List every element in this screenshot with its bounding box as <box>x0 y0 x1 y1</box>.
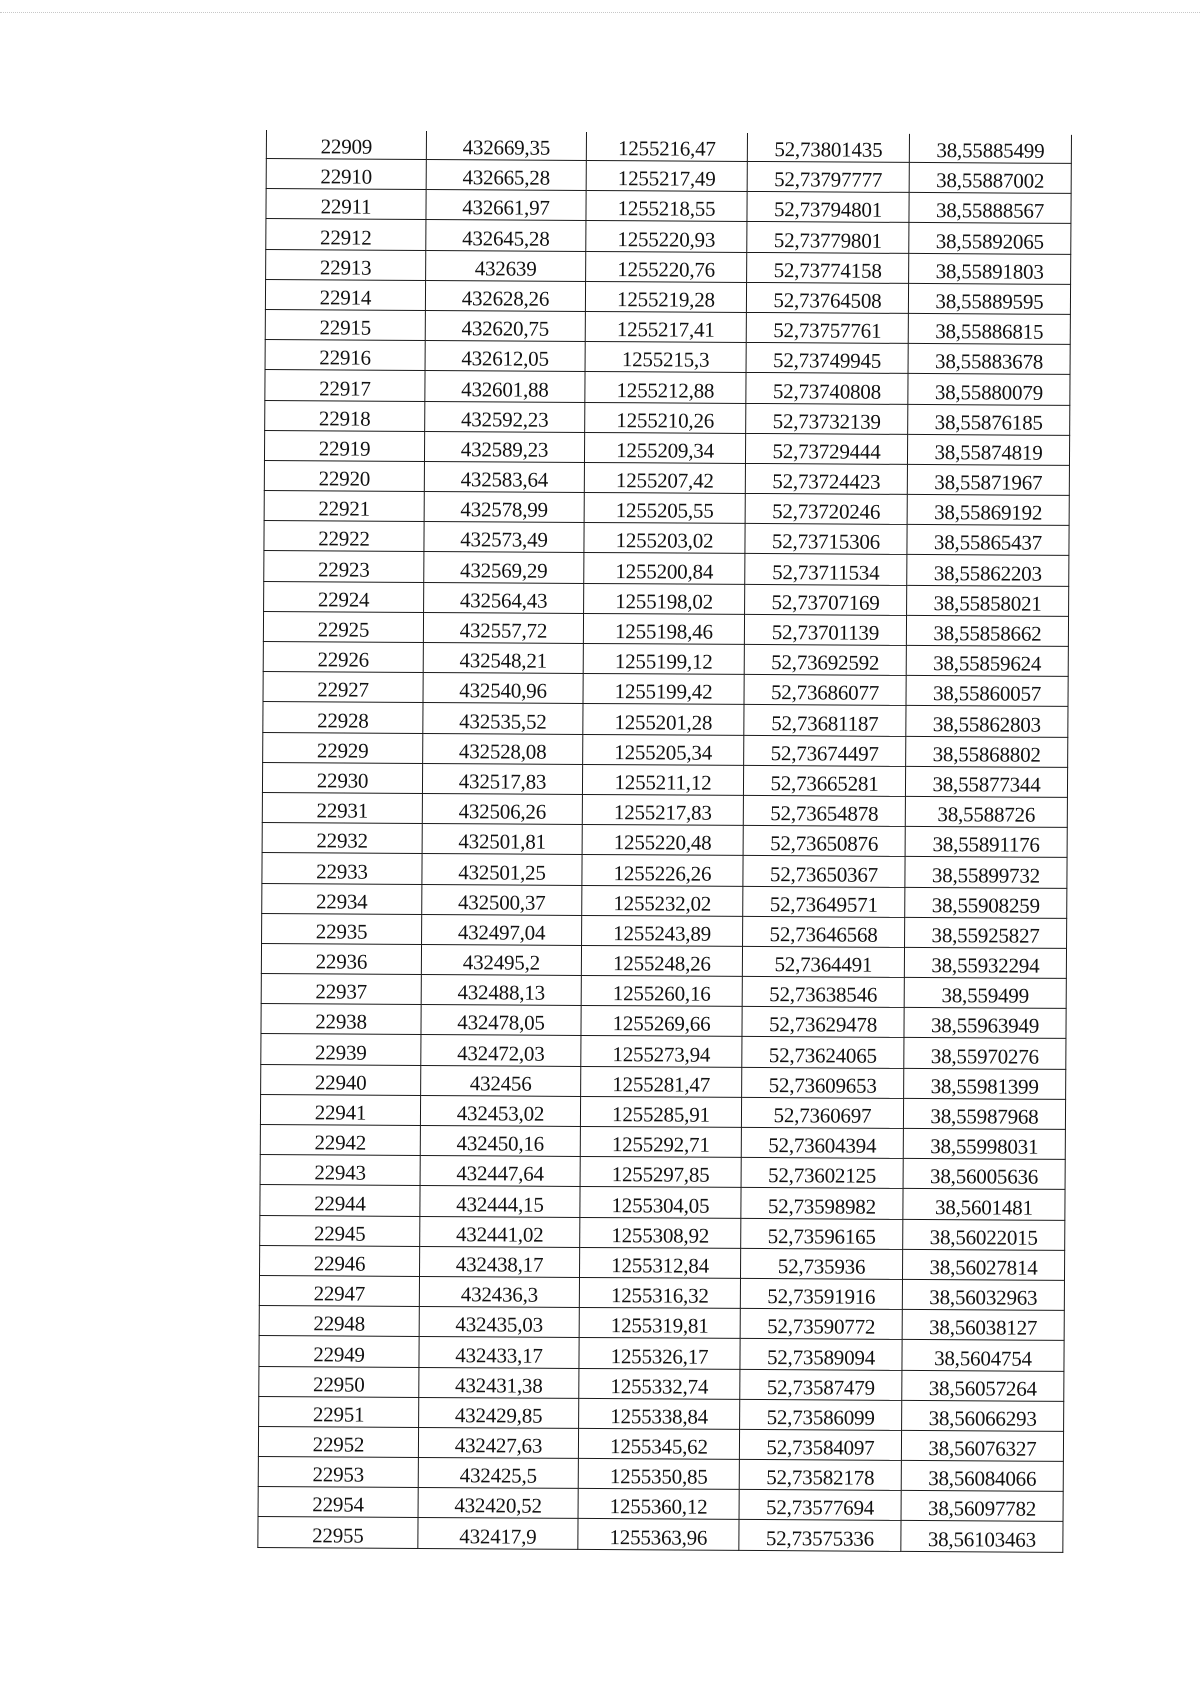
x-coordinate-cell: 432548,21 <box>423 642 583 673</box>
point-number-cell: 22950 <box>259 1366 419 1397</box>
point-number-cell: 22917 <box>265 370 425 401</box>
x-coordinate-cell: 432564,43 <box>424 582 584 613</box>
y-coordinate-cell: 1255198,02 <box>584 583 745 614</box>
longitude-cell: 38,56005636 <box>903 1159 1065 1190</box>
table-row <box>265 400 1070 435</box>
latitude-cell: 52,73584097 <box>739 1429 901 1460</box>
table-row <box>262 762 1067 797</box>
point-number-cell: 22946 <box>260 1245 420 1276</box>
y-coordinate-cell: 1255260,16 <box>581 976 742 1007</box>
x-coordinate-cell: 432433,17 <box>419 1337 579 1368</box>
latitude-cell: 52,73729444 <box>745 433 907 464</box>
table-row <box>261 1064 1066 1099</box>
table-row <box>260 1094 1065 1129</box>
longitude-cell: 38,56076327 <box>901 1430 1063 1461</box>
point-number-cell: 22928 <box>263 702 423 733</box>
table-row <box>260 1185 1065 1220</box>
table-row <box>260 1245 1065 1280</box>
point-number-cell: 22915 <box>265 309 425 340</box>
x-coordinate-cell: 432589,23 <box>424 431 584 462</box>
latitude-cell: 52,73609653 <box>742 1067 904 1098</box>
table-row <box>258 1457 1063 1492</box>
point-number-cell: 22913 <box>266 249 426 280</box>
longitude-cell: 38,5604754 <box>902 1340 1064 1371</box>
latitude-cell: 52,73774158 <box>747 252 909 283</box>
longitude-cell: 38,55888567 <box>909 193 1071 224</box>
longitude-cell: 38,55886815 <box>908 313 1070 344</box>
table-row <box>265 309 1070 344</box>
point-number-cell: 22926 <box>263 641 423 672</box>
table-row <box>261 1004 1066 1039</box>
longitude-cell: 38,55892065 <box>909 223 1071 254</box>
longitude-cell: 38,55868802 <box>906 736 1068 767</box>
x-coordinate-cell: 432665,28 <box>426 159 586 190</box>
longitude-cell: 38,55932294 <box>904 947 1066 978</box>
longitude-cell: 38,5601481 <box>903 1189 1065 1220</box>
longitude-cell: 38,56022015 <box>903 1219 1065 1250</box>
latitude-cell: 52,73794801 <box>747 192 909 223</box>
longitude-cell: 38,55963949 <box>904 1008 1066 1039</box>
latitude-cell: 52,73686077 <box>744 675 906 706</box>
longitude-cell: 38,56032963 <box>902 1279 1064 1310</box>
y-coordinate-cell: 1255304,05 <box>580 1187 741 1218</box>
y-coordinate-cell: 1255198,46 <box>583 613 744 644</box>
latitude-cell: 52,73650876 <box>743 826 905 857</box>
longitude-cell: 38,5588726 <box>905 796 1067 827</box>
table-row <box>263 702 1068 737</box>
table-row <box>262 853 1067 888</box>
point-number-cell: 22945 <box>260 1215 420 1246</box>
point-number-cell: 22930 <box>262 762 422 793</box>
longitude-cell: 38,55880079 <box>908 374 1070 405</box>
x-coordinate-cell: 432478,05 <box>421 1005 581 1036</box>
latitude-cell: 52,73650367 <box>743 856 905 887</box>
table-row <box>260 1215 1065 1250</box>
longitude-cell: 38,56084066 <box>901 1460 1063 1491</box>
point-number-cell: 22923 <box>264 551 424 582</box>
latitude-cell: 52,73715306 <box>745 524 907 555</box>
x-coordinate-cell: 432444,15 <box>420 1186 580 1217</box>
longitude-cell: 38,55889595 <box>908 283 1070 314</box>
latitude-cell: 52,73665281 <box>743 765 905 796</box>
latitude-cell: 52,73598982 <box>741 1188 903 1219</box>
y-coordinate-cell: 1255217,83 <box>582 794 743 825</box>
latitude-cell: 52,73604394 <box>741 1127 903 1158</box>
table-row <box>264 491 1069 526</box>
x-coordinate-cell: 432450,16 <box>420 1125 580 1156</box>
longitude-cell: 38,55887002 <box>909 162 1071 193</box>
point-number-cell: 22943 <box>260 1155 420 1186</box>
y-coordinate-cell: 1255201,28 <box>583 704 744 735</box>
latitude-cell: 52,73779801 <box>747 222 909 253</box>
point-number-cell: 22922 <box>264 521 424 552</box>
y-coordinate-cell: 1255205,55 <box>584 493 745 524</box>
latitude-cell: 52,73586099 <box>740 1399 902 1430</box>
table-row <box>266 249 1071 284</box>
x-coordinate-cell: 432436,3 <box>419 1276 579 1307</box>
latitude-cell: 52,73575336 <box>739 1520 901 1551</box>
y-coordinate-cell: 1255200,84 <box>584 553 745 584</box>
latitude-cell: 52,73740808 <box>746 373 908 404</box>
x-coordinate-cell: 432429,85 <box>419 1397 579 1428</box>
x-coordinate-cell: 432420,52 <box>418 1488 578 1519</box>
longitude-cell: 38,56027814 <box>902 1249 1064 1280</box>
x-coordinate-cell: 432438,17 <box>419 1246 579 1277</box>
x-coordinate-cell: 432661,97 <box>426 190 586 221</box>
x-coordinate-cell: 432495,2 <box>421 944 581 975</box>
latitude-cell: 52,73602125 <box>741 1158 903 1189</box>
x-coordinate-cell: 432528,08 <box>423 733 583 764</box>
table-row <box>260 1155 1065 1190</box>
longitude-cell: 38,55987968 <box>903 1098 1065 1129</box>
table-row <box>261 943 1066 978</box>
point-number-cell: 22924 <box>264 581 424 612</box>
longitude-cell: 38,55891176 <box>905 827 1067 858</box>
table-row <box>264 581 1069 616</box>
longitude-cell: 38,55865437 <box>907 525 1069 556</box>
y-coordinate-cell: 1255210,26 <box>585 402 746 433</box>
y-coordinate-cell: 1255209,34 <box>584 432 745 463</box>
point-number-cell: 22938 <box>261 1004 421 1035</box>
point-number-cell: 22919 <box>264 430 424 461</box>
point-number-cell: 22931 <box>262 792 422 823</box>
table-row <box>258 1487 1063 1522</box>
y-coordinate-cell: 1255232,02 <box>582 885 743 916</box>
point-number-cell: 22951 <box>259 1396 419 1427</box>
longitude-cell: 38,55876185 <box>908 404 1070 435</box>
coordinates-table-body <box>258 130 1072 1552</box>
point-number-cell: 22944 <box>260 1185 420 1216</box>
y-coordinate-cell: 1255281,47 <box>581 1066 742 1097</box>
longitude-cell: 38,55981399 <box>904 1068 1066 1099</box>
table-row <box>263 641 1068 676</box>
x-coordinate-cell: 432628,26 <box>425 280 585 311</box>
y-coordinate-cell: 1255273,94 <box>581 1036 742 1067</box>
point-number-cell: 22949 <box>259 1336 419 1367</box>
latitude-cell: 52,73674497 <box>744 735 906 766</box>
table-row <box>260 1124 1065 1159</box>
latitude-cell: 52,73638546 <box>742 976 904 1007</box>
x-coordinate-cell: 432456 <box>421 1065 581 1096</box>
x-coordinate-cell: 432488,13 <box>421 975 581 1006</box>
latitude-cell: 52,73577694 <box>739 1490 901 1521</box>
latitude-cell: 52,73681187 <box>744 705 906 736</box>
longitude-cell: 38,56057264 <box>902 1370 1064 1401</box>
y-coordinate-cell: 1255219,28 <box>585 281 746 312</box>
point-number-cell: 22941 <box>260 1094 420 1125</box>
x-coordinate-cell: 432578,99 <box>424 492 584 523</box>
coordinates-table <box>257 130 1072 1553</box>
y-coordinate-cell: 1255211,12 <box>582 764 743 795</box>
point-number-cell: 22925 <box>263 611 423 642</box>
x-coordinate-cell: 432441,02 <box>420 1216 580 1247</box>
longitude-cell: 38,55862203 <box>907 555 1069 586</box>
x-coordinate-cell: 432506,26 <box>422 793 582 824</box>
x-coordinate-cell: 432453,02 <box>420 1095 580 1126</box>
table-row <box>261 1034 1066 1069</box>
point-number-cell: 22932 <box>262 823 422 854</box>
y-coordinate-cell: 1255316,32 <box>579 1277 740 1308</box>
longitude-cell: 38,55885499 <box>909 134 1071 163</box>
latitude-cell: 52,73589094 <box>740 1339 902 1370</box>
latitude-cell: 52,73649571 <box>743 886 905 917</box>
x-coordinate-cell: 432557,72 <box>423 612 583 643</box>
table-row <box>259 1366 1064 1401</box>
point-number-cell: 22914 <box>265 279 425 310</box>
longitude-cell: 38,559499 <box>904 977 1066 1008</box>
longitude-cell: 38,56038127 <box>902 1310 1064 1341</box>
latitude-cell: 52,73724423 <box>745 463 907 494</box>
x-coordinate-cell: 432569,29 <box>424 552 584 583</box>
longitude-cell: 38,56066293 <box>902 1400 1064 1431</box>
longitude-cell: 38,55883678 <box>908 344 1070 375</box>
table-row <box>263 672 1068 707</box>
x-coordinate-cell: 432497,04 <box>422 914 582 945</box>
latitude-cell: 52,73720246 <box>745 493 907 524</box>
table-row <box>262 823 1067 858</box>
point-number-cell: 22939 <box>261 1034 421 1065</box>
longitude-cell: 38,55899732 <box>905 857 1067 888</box>
point-number-cell: 22929 <box>263 732 423 763</box>
table-row <box>266 159 1071 194</box>
x-coordinate-cell: 432639 <box>426 250 586 281</box>
latitude-cell: 52,73624065 <box>742 1037 904 1068</box>
longitude-cell: 38,56103463 <box>901 1521 1063 1552</box>
x-coordinate-cell: 432501,81 <box>422 824 582 855</box>
y-coordinate-cell: 1255285,91 <box>580 1096 741 1127</box>
latitude-cell: 52,73797777 <box>747 161 909 192</box>
y-coordinate-cell: 1255332,74 <box>579 1368 740 1399</box>
point-number-cell: 22927 <box>263 672 423 703</box>
table-row <box>259 1396 1064 1431</box>
latitude-cell: 52,73646568 <box>743 916 905 947</box>
table-row <box>265 370 1070 405</box>
longitude-cell: 38,55859624 <box>906 645 1068 676</box>
latitude-cell: 52,73711534 <box>745 554 907 585</box>
table-row <box>262 792 1067 827</box>
point-number-cell: 22953 <box>258 1457 418 1488</box>
latitude-cell: 52,73654878 <box>743 795 905 826</box>
table-row <box>262 883 1067 918</box>
x-coordinate-cell: 432447,64 <box>420 1156 580 1187</box>
y-coordinate-cell: 1255199,12 <box>583 643 744 674</box>
longitude-cell: 38,55925827 <box>905 917 1067 948</box>
table-row <box>259 1336 1064 1371</box>
table-row <box>263 732 1068 767</box>
point-number-cell: 22935 <box>262 913 422 944</box>
table-row <box>266 189 1071 224</box>
table-row <box>264 460 1069 495</box>
longitude-cell: 38,55858662 <box>906 615 1068 646</box>
point-number-cell: 22909 <box>266 130 426 159</box>
longitude-cell: 38,56097782 <box>901 1491 1063 1522</box>
y-coordinate-cell: 1255220,76 <box>586 251 747 282</box>
latitude-cell: 52,7364491 <box>742 946 904 977</box>
latitude-cell: 52,73749945 <box>746 343 908 374</box>
longitude-cell: 38,55908259 <box>905 887 1067 918</box>
longitude-cell: 38,55970276 <box>904 1038 1066 1069</box>
y-coordinate-cell: 1255205,34 <box>583 734 744 765</box>
table-row <box>258 1426 1063 1461</box>
latitude-cell: 52,7360697 <box>741 1097 903 1128</box>
table-row <box>264 551 1069 586</box>
x-coordinate-cell: 432501,25 <box>422 854 582 885</box>
x-coordinate-cell: 432573,49 <box>424 522 584 553</box>
longitude-cell: 38,55891803 <box>909 253 1071 284</box>
y-coordinate-cell: 1255243,89 <box>582 915 743 946</box>
latitude-cell: 52,73587479 <box>740 1369 902 1400</box>
latitude-cell: 52,73582178 <box>739 1459 901 1490</box>
y-coordinate-cell: 1255338,84 <box>579 1398 740 1429</box>
y-coordinate-cell: 1255326,17 <box>579 1338 740 1369</box>
table-row <box>258 1517 1063 1552</box>
y-coordinate-cell: 1255203,02 <box>584 523 745 554</box>
x-coordinate-cell: 432601,88 <box>425 371 585 402</box>
x-coordinate-cell: 432517,83 <box>422 763 582 794</box>
point-number-cell: 22921 <box>264 491 424 522</box>
x-coordinate-cell: 432612,05 <box>425 341 585 372</box>
x-coordinate-cell: 432425,5 <box>418 1458 578 1489</box>
point-number-cell: 22955 <box>258 1517 418 1548</box>
y-coordinate-cell: 1255292,71 <box>580 1126 741 1157</box>
point-number-cell: 22937 <box>261 974 421 1005</box>
x-coordinate-cell: 432620,75 <box>425 310 585 341</box>
y-coordinate-cell: 1255217,49 <box>586 160 747 191</box>
latitude-cell: 52,73596165 <box>741 1218 903 1249</box>
x-coordinate-cell: 432540,96 <box>423 673 583 704</box>
table-row <box>266 219 1071 254</box>
x-coordinate-cell: 432669,35 <box>426 131 586 160</box>
point-number-cell: 22954 <box>258 1487 418 1518</box>
table-row <box>265 279 1070 314</box>
point-number-cell: 22912 <box>266 219 426 250</box>
point-number-cell: 22936 <box>261 943 421 974</box>
latitude-cell: 52,73732139 <box>746 403 908 434</box>
scan-edge-line <box>0 12 1200 13</box>
table-row <box>265 340 1070 375</box>
x-coordinate-cell: 432431,38 <box>419 1367 579 1398</box>
y-coordinate-cell: 1255220,48 <box>582 825 743 856</box>
y-coordinate-cell: 1255360,12 <box>578 1489 739 1520</box>
y-coordinate-cell: 1255199,42 <box>583 674 744 705</box>
y-coordinate-cell: 1255297,85 <box>580 1157 741 1188</box>
table-row <box>263 611 1068 646</box>
point-number-cell: 22940 <box>261 1064 421 1095</box>
x-coordinate-cell: 432592,23 <box>425 401 585 432</box>
y-coordinate-cell: 1255212,88 <box>585 372 746 403</box>
point-number-cell: 22918 <box>265 400 425 431</box>
latitude-cell: 52,73591916 <box>740 1278 902 1309</box>
point-number-cell: 22934 <box>262 883 422 914</box>
y-coordinate-cell: 1255308,92 <box>580 1217 741 1248</box>
y-coordinate-cell: 1255350,85 <box>578 1458 739 1489</box>
longitude-cell: 38,55874819 <box>907 434 1069 465</box>
longitude-cell: 38,55877344 <box>905 766 1067 797</box>
point-number-cell: 22933 <box>262 853 422 884</box>
y-coordinate-cell: 1255363,96 <box>578 1519 739 1550</box>
latitude-cell: 52,73629478 <box>742 1007 904 1038</box>
longitude-cell: 38,55862803 <box>906 706 1068 737</box>
latitude-cell: 52,73707169 <box>745 584 907 615</box>
y-coordinate-cell: 1255220,93 <box>586 221 747 252</box>
longitude-cell: 38,55860057 <box>906 676 1068 707</box>
point-number-cell: 22916 <box>265 340 425 371</box>
longitude-cell: 38,55858021 <box>907 585 1069 616</box>
x-coordinate-cell: 432472,03 <box>421 1035 581 1066</box>
point-number-cell: 22947 <box>259 1275 419 1306</box>
y-coordinate-cell: 1255215,3 <box>585 342 746 373</box>
table-row <box>259 1275 1064 1310</box>
x-coordinate-cell: 432535,52 <box>423 703 583 734</box>
latitude-cell: 52,735936 <box>740 1248 902 1279</box>
y-coordinate-cell: 1255218,55 <box>586 191 747 222</box>
x-coordinate-cell: 432417,9 <box>418 1518 578 1549</box>
table-row <box>261 974 1066 1009</box>
y-coordinate-cell: 1255226,26 <box>582 855 743 886</box>
x-coordinate-cell: 432500,37 <box>422 884 582 915</box>
latitude-cell: 52,73692592 <box>744 644 906 675</box>
y-coordinate-cell: 1255207,42 <box>584 462 745 493</box>
point-number-cell: 22911 <box>266 189 426 220</box>
table-row <box>264 521 1069 556</box>
longitude-cell: 38,55871967 <box>907 464 1069 495</box>
latitude-cell: 52,73701139 <box>744 614 906 645</box>
y-coordinate-cell: 1255217,41 <box>585 311 746 342</box>
y-coordinate-cell: 1255312,84 <box>579 1247 740 1278</box>
point-number-cell: 22952 <box>258 1426 418 1457</box>
table-row <box>264 430 1069 465</box>
y-coordinate-cell: 1255345,62 <box>578 1428 739 1459</box>
latitude-cell: 52,73801435 <box>747 133 909 162</box>
y-coordinate-cell: 1255319,81 <box>579 1308 740 1339</box>
latitude-cell: 52,73764508 <box>746 282 908 313</box>
point-number-cell: 22948 <box>259 1306 419 1337</box>
longitude-cell: 38,55869192 <box>907 494 1069 525</box>
longitude-cell: 38,55998031 <box>903 1128 1065 1159</box>
table-row <box>262 913 1067 948</box>
table-row <box>259 1306 1064 1341</box>
y-coordinate-cell: 1255216,47 <box>586 132 747 161</box>
point-number-cell: 22920 <box>264 460 424 491</box>
point-number-cell: 22910 <box>266 159 426 190</box>
x-coordinate-cell: 432435,03 <box>419 1307 579 1338</box>
x-coordinate-cell: 432645,28 <box>426 220 586 251</box>
latitude-cell: 52,73757761 <box>746 312 908 343</box>
x-coordinate-cell: 432583,64 <box>424 461 584 492</box>
latitude-cell: 52,73590772 <box>740 1309 902 1340</box>
x-coordinate-cell: 432427,63 <box>418 1427 578 1458</box>
y-coordinate-cell: 1255248,26 <box>581 945 742 976</box>
y-coordinate-cell: 1255269,66 <box>581 1006 742 1037</box>
point-number-cell: 22942 <box>260 1124 420 1155</box>
